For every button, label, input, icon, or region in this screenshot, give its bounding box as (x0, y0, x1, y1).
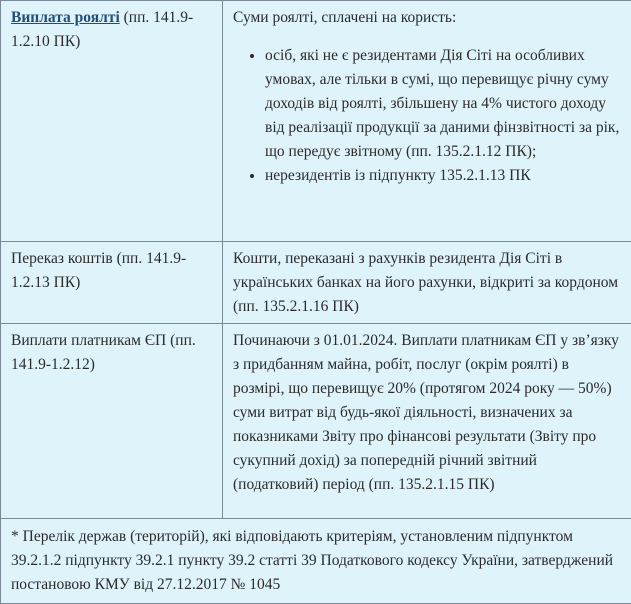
footnote-row (1, 519, 631, 604)
table-cell: Виплати платникам ЄП (пп. 141.9-1.2.12) (1, 324, 223, 519)
table-cell: Кошти, переказані з рахунків резидента Дія Сіті в українських банках на його рахунки, відкриті за кордоном (пп. 135.2.1.16 ПК) (223, 242, 631, 324)
table-row (1, 1, 631, 242)
table-cell (1, 1, 223, 242)
cell-text: (пп. 141.9-1.2.10 ПК) (11, 9, 193, 50)
table-row (1, 324, 631, 519)
footnote: * Перелік держав (територій), які відповідають критеріям, установленим підпунктом 39.2.1.2 підпункту 39.2.1 пункту 39.2 статті 39 Податкового кодексу України, затверджений постановою КМУ від 27.12.2017 № 1045 (1, 519, 631, 604)
cell-intro: Суми роялті, сплачені на користь: (233, 6, 621, 30)
bullet-list (233, 44, 621, 188)
list-item: • нерезидентів із підпункту 135.2.1.13 ПК (265, 164, 621, 188)
table-cell (223, 1, 631, 242)
table-cell: Переказ коштів (пп. 141.9-1.2.13 ПК) (1, 242, 223, 324)
royalty-link[interactable]: Виплата роялті (11, 9, 120, 26)
list-item: • осіб, які не є резидентами Дія Сіті на особливих умовах, але тільки в сумі, що перевищує річну суму доходів від роялті, збільшену на 4% чистого доходу від реалізації продукції за даними фінзвітності за рік, що передує звітному (пп. 135.2.1.12 ПК); (265, 44, 621, 164)
table-cell: Починаючи з 01.01.2024. Виплати платникам ЄП у зв’язку з придбанням майна, робіт, послуг (окрім роялті) в розмірі, що перевищує 20% (протягом 2024 року — 50%) суми витрат від будь-якої діяльності, визначених за показниками Звіту про фінансові результати (Звіту про сукупний дохід) за попередній річний звітний (податковий) період (пп. 135.2.1.15 ПК) (223, 324, 631, 519)
table-row (1, 242, 631, 324)
